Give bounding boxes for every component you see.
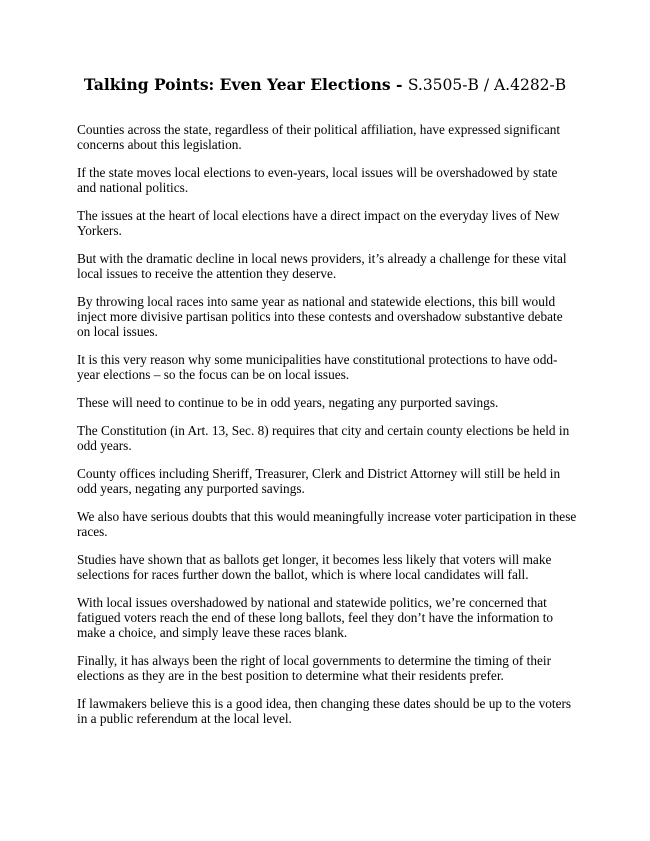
paragraph: But with the dramatic decline in local news providers, it’s already a challenge for these vital local issues to receive the attention they deserve. <box>77 251 567 281</box>
paragraph: If lawmakers believe this is a good idea, then changing these dates should be up to the voters in a public referendum at the local level. <box>77 696 572 726</box>
title-main: Talking Points: Even Year Elections - <box>83 75 408 94</box>
document-title <box>0 75 650 94</box>
paragraph: County offices including Sheriff, Treasurer, Clerk and District Attorney will still be held in odd years, negating any purported savings. <box>77 466 561 496</box>
paragraph: We also have serious doubts that this would meaningfully increase voter participation in these races. <box>77 509 577 539</box>
paragraph: Finally, it has always been the right of local governments to determine the timing of their elections as they are in the best position to determine what their residents prefer. <box>77 653 552 683</box>
paragraph: If the state moves local elections to even-years, local issues will be overshadowed by state and national politics. <box>77 165 558 195</box>
paragraph: These will need to continue to be in odd years, negating any purported savings. <box>77 395 499 410</box>
paragraph: The Constitution (in Art. 13, Sec. 8) requires that city and certain county elections be held in odd years. <box>77 423 570 453</box>
paragraph: It is this very reason why some municipalities have constitutional protections to have odd-year elections – so the focus can be on local issues. <box>77 352 558 382</box>
title-bill-refs: S.3505-B / A.4282-B <box>407 76 567 94</box>
paragraph: By throwing local races into same year as national and statewide elections, this bill would inject more divisive partisan politics into these contests and overshadow substantive debate on local issues. <box>77 294 563 339</box>
paragraph: Counties across the state, regardless of their political affiliation, have expressed significant concerns about this legislation. <box>77 122 561 152</box>
paragraph: Studies have shown that as ballots get longer, it becomes less likely that voters will make selections for races further down the ballot, which is where local candidates will fall. <box>77 552 552 582</box>
document-body <box>77 122 577 739</box>
paragraph: The issues at the heart of local elections have a direct impact on the everyday lives of New Yorkers. <box>77 208 560 238</box>
paragraph: With local issues overshadowed by national and statewide politics, we’re concerned that fatigued voters reach the end of these long ballots, feel they don’t have the information to make a choice, and simply leave these races blank. <box>77 595 554 640</box>
